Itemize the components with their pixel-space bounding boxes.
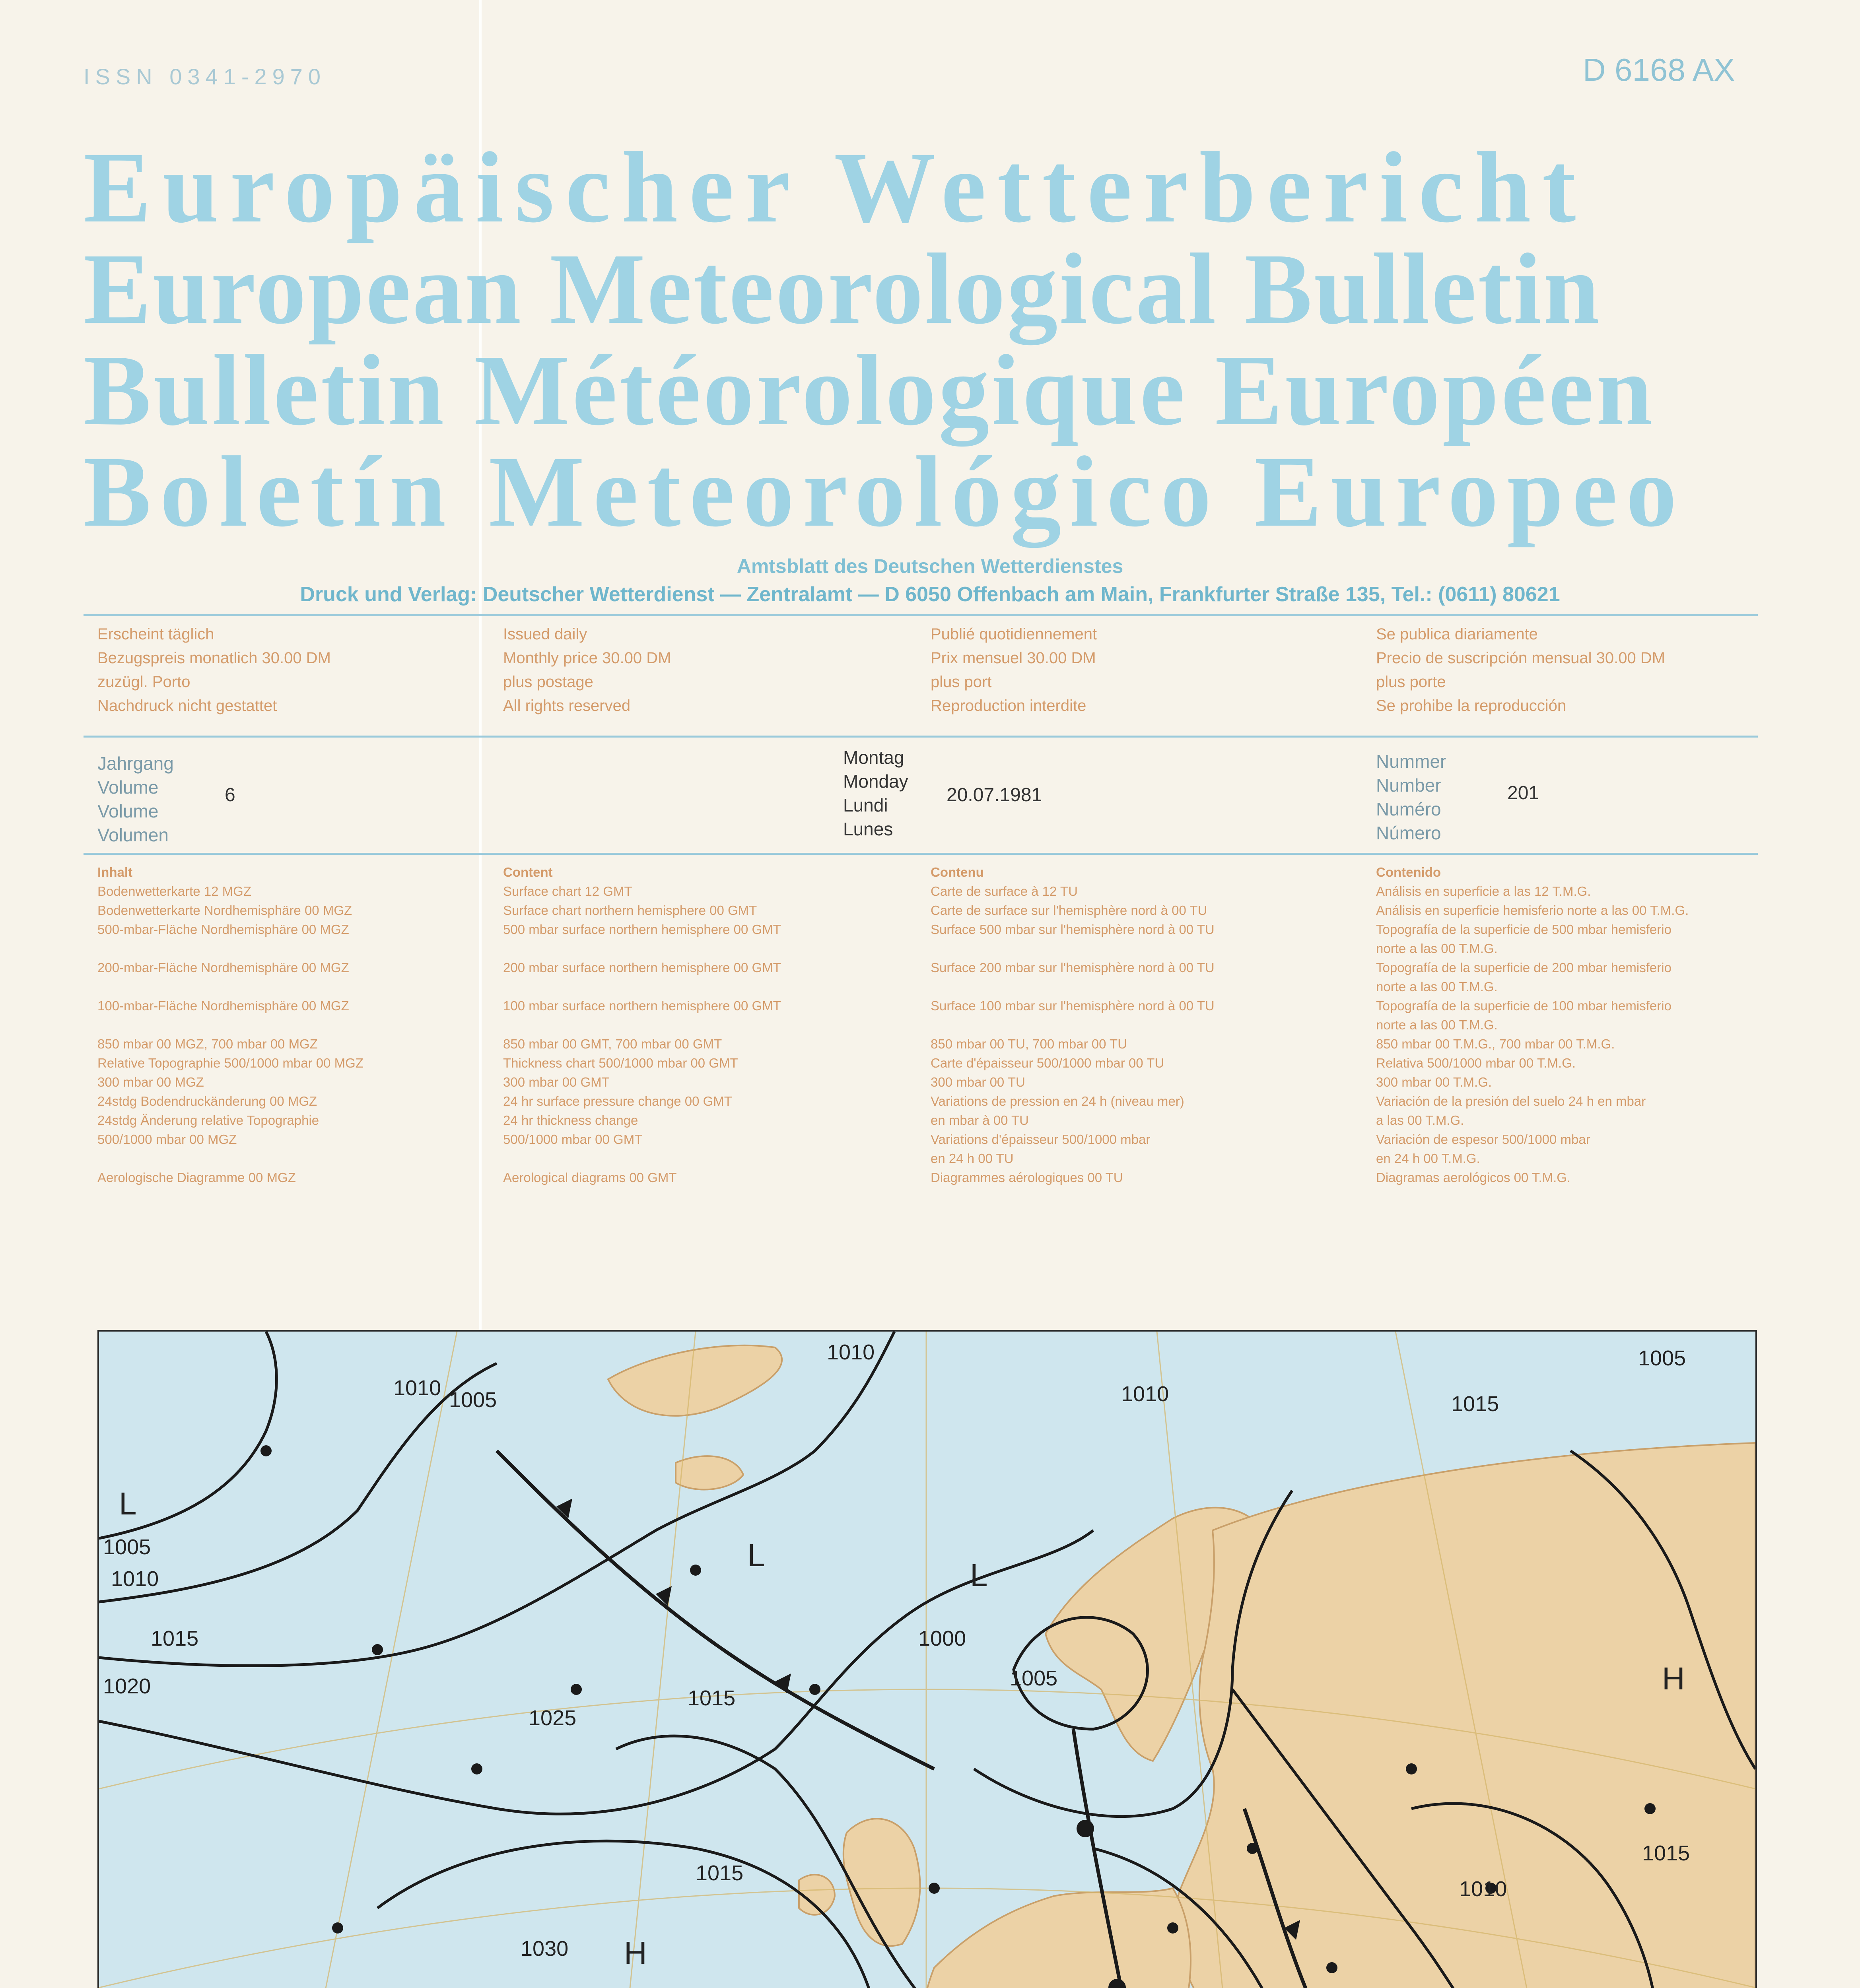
info-fr: Publié quotidiennement Prix mensuel 30.00 DM plus port Reproduction interdite <box>931 625 1097 714</box>
iceland-land <box>676 1456 743 1489</box>
isobar-label: 1015 <box>696 1861 744 1885</box>
isobar-label: 1015 <box>1642 1841 1690 1865</box>
contents-es: Contenido Análisis en superficie a las 12 T.M.G. Análisis en superficie hemisferio norte a las 00 T.M.G. Topografía de la superficie de 500 mbar hemisferio norte a las 00 T.M.G. Topografía de la superficie de 200 mbar hemisferio norte a las 00 T.M.G. Topografía de la superficie de 100 mbar hemisferio norte a las 00 T.M.G. 850 mbar 00 T.M.G., 700 mbar 00 T.M.G. Relativa 500/1000 mbar 00 T.M.G. 300 mbar 00 T.M.G. Variación de la presión del suelo 24 h en mbar a las 00 T.M.G. Variación de espesor 500/1000 mbar en 24 h 00 T.M.G. Diagramas aerológicos 00 T.M.G. <box>1376 865 1689 1185</box>
volume-labels: Jahrgang Volume Volume Volumen <box>97 753 174 845</box>
issue-date: 20.07.1981 <box>947 784 1042 806</box>
day-labels: Montag Monday Lundi Lunes <box>843 747 908 839</box>
info-en: Issued daily Monthly price 30.00 DM plus postage All rights reserved <box>503 625 671 714</box>
info-es: Se publica diariamente Precio de suscripción mensual 30.00 DM plus porte Se prohibe la reproducción <box>1376 625 1666 714</box>
publisher-line: Druck und Verlag: Deutscher Wetterdienst — Zentralamt — D 6050 Offenbach am Main, Frankfurter Straße 135, Tel.: (0611) 80621 <box>300 583 1560 606</box>
info-de: Erscheint täglich Bezugspreis monatlich 30.00 DM zuzügl. Porto Nachdruck nicht gestattet <box>97 625 331 714</box>
issn: ISSN 0341-2970 <box>84 64 327 89</box>
isobar-label: 1015 <box>151 1627 199 1650</box>
title-english: European Meteorological Bulletin <box>84 233 1601 345</box>
isobar-label: 1020 <box>103 1674 151 1698</box>
postal-code: D 6168 AX <box>1583 52 1735 87</box>
high-pressure-center: H <box>624 1935 647 1971</box>
isobar-label: 1010 <box>1121 1382 1169 1406</box>
isobar-label: 1010 <box>827 1340 875 1364</box>
isobar-label: 1010 <box>393 1376 441 1400</box>
amtsblatt: Amtsblatt des Deutschen Wetterdienstes <box>737 555 1123 577</box>
front-semicircle <box>1077 1820 1094 1837</box>
divider <box>84 853 1758 855</box>
greenland-land <box>608 1345 782 1416</box>
surface-weather-map <box>97 1330 1757 1988</box>
isobar-label: 1000 <box>918 1627 966 1650</box>
number-labels: Nummer Number Numéro Número <box>1376 751 1446 843</box>
great-britain-land <box>844 1819 920 1946</box>
isobar-label: 1005 <box>1010 1666 1058 1690</box>
divider <box>84 736 1758 738</box>
low-pressure-center: L <box>747 1538 765 1573</box>
contents-fr: Contenu Carte de surface à 12 TU Carte de surface sur l'hemisphère nord à 00 TU Surface 500 mbar sur l'hemisphère nord à 00 TU Surface 200 mbar sur l'hemisphère nord à 00 TU Surface 100 mbar sur l'hemisphère nord à 00 TU 850 mbar 00 TU, 700 mbar 00 TU Carte d'épaisseur 500/1000 mbar 00 TU 300 mbar 00 TU Variations de pression en 24 h (niveau mer) en mbar à 00 TU Variations d'épaisseur 500/1000 mbar en 24 h 00 TU Diagrammes aérologiques 00 TU <box>931 865 1215 1185</box>
eastern-europe-land <box>1149 1443 1755 1988</box>
isobar-label: 1015 <box>1451 1392 1499 1416</box>
isobar-label: 1005 <box>449 1388 497 1412</box>
low-pressure-center: L <box>119 1486 137 1521</box>
high-pressure-center: H <box>1662 1661 1685 1696</box>
contents-de: Inhalt Bodenwetterkarte 12 MGZ Bodenwetterkarte Nordhemisphäre 00 MGZ 500-mbar-Fläche Nordhemisphäre 00 MGZ 200-mbar-Fläche Nordhemisphäre 00 MGZ 100-mbar-Fläche Nordhemisphäre 00 MGZ 850 mbar 00 MGZ, 700 mbar 00 MGZ Relative Topographie 500/1000 mbar 00 MGZ 300 mbar 00 MGZ 24stdg Bodendruckänderung 00 MGZ 24stdg Änderung relative Topographie 500/1000 mbar 00 MGZ Aerologische Diagramme 00 MGZ <box>97 865 363 1185</box>
title-spanish: Boletín Meteorológico Europeo <box>84 436 1686 548</box>
issue-number: 201 <box>1507 782 1539 804</box>
isobar-label: 1005 <box>103 1535 151 1559</box>
isobar-label: 1010 <box>111 1567 159 1591</box>
volume-value: 6 <box>225 784 235 806</box>
divider <box>84 614 1758 616</box>
isobar-label: 1015 <box>688 1686 736 1710</box>
isobar <box>99 1332 894 1666</box>
isobar-label: 1030 <box>521 1937 569 1961</box>
contents-en: Content Surface chart 12 GMT Surface chart northern hemisphere 00 GMT 500 mbar surface northern hemisphere 00 GMT 200 mbar surface northern hemisphere 00 GMT 100 mbar surface northern hemisphere 00 GMT 850 mbar 00 GMT, 700 mbar 00 GMT Thickness chart 500/1000 mbar 00 GMT 300 mbar 00 GMT 24 hr surface pressure change 00 GMT 24 hr thickness change 500/1000 mbar 00 GMT Aerological diagrams 00 GMT <box>503 865 781 1185</box>
isobar-label: 1010 <box>1459 1877 1507 1901</box>
low-pressure-center: L <box>970 1557 988 1593</box>
map-svg <box>99 1332 1755 1988</box>
title-german: Europäischer Wetterbericht <box>84 132 1587 244</box>
isobar-label: 1005 <box>1638 1346 1686 1370</box>
title-french: Bulletin Météorologique Européen <box>84 334 1655 447</box>
isobar-label: 1025 <box>529 1706 577 1730</box>
